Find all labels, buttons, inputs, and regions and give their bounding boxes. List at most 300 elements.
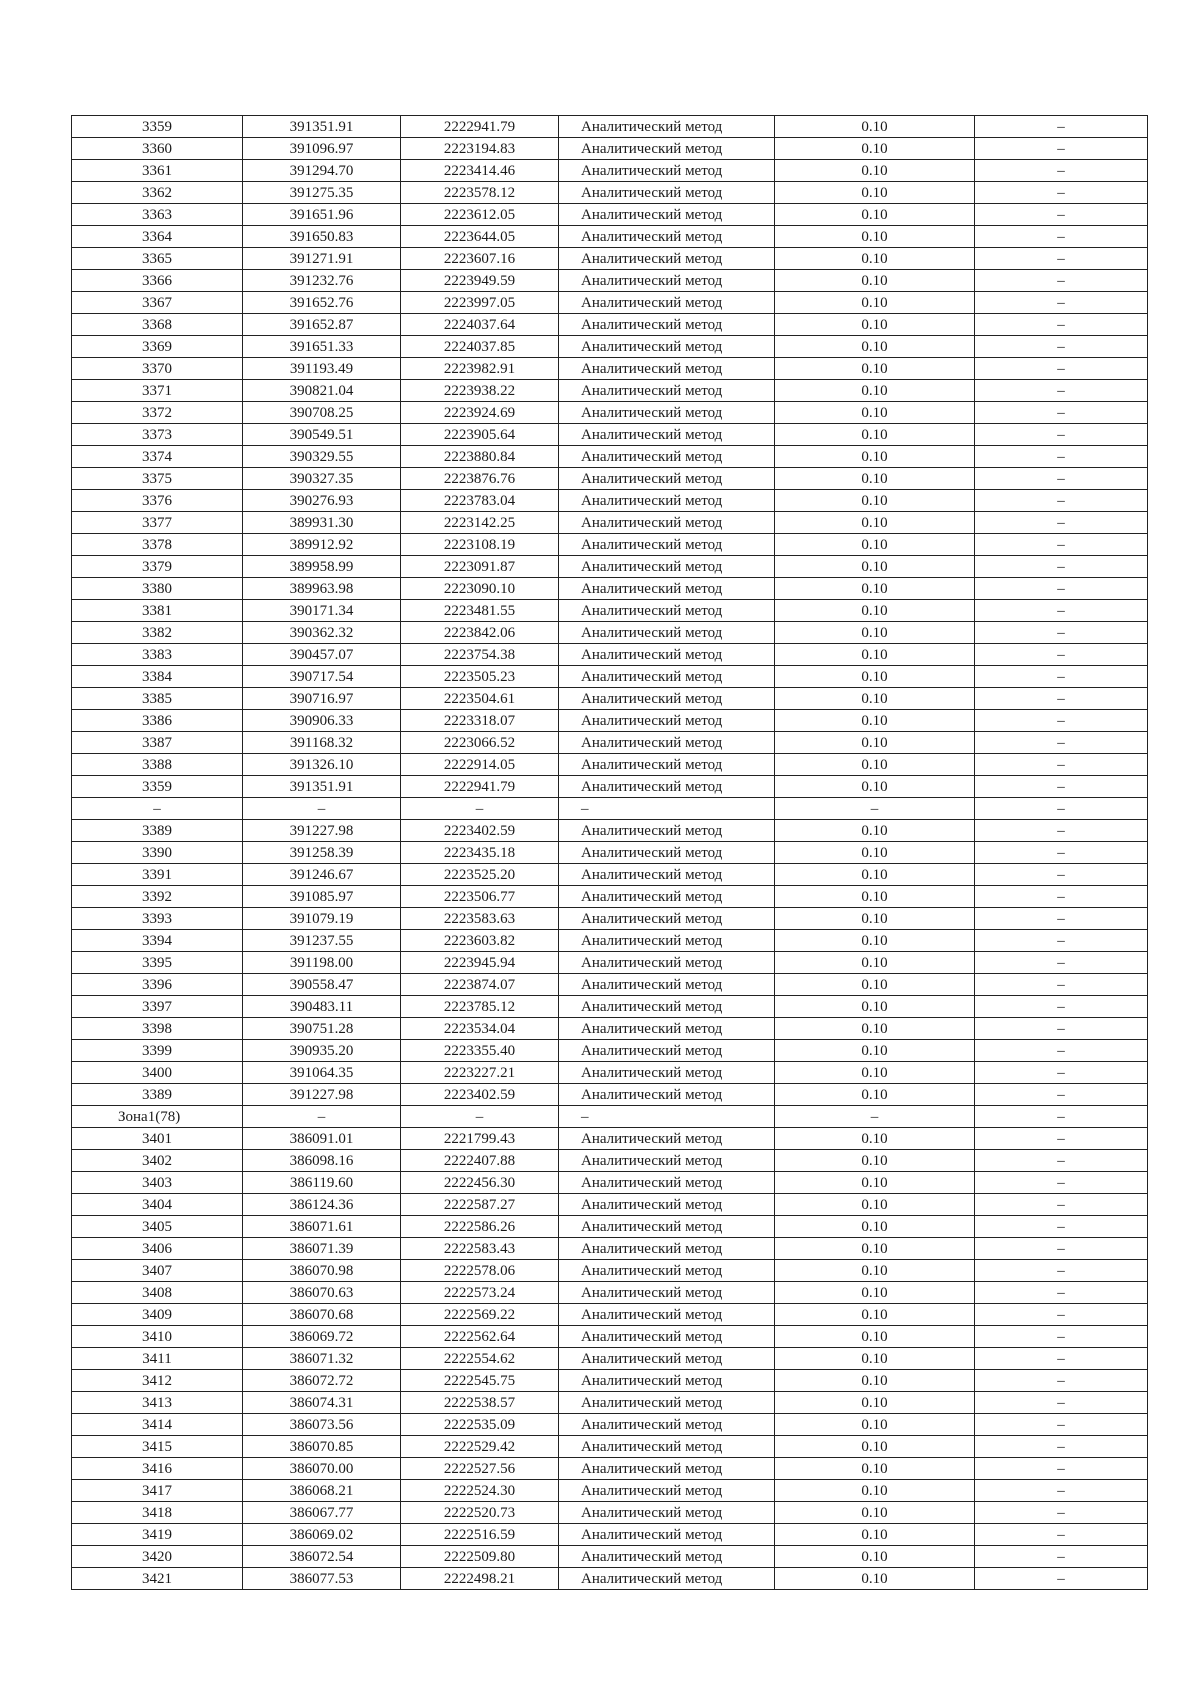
accuracy-cell: 0.10 [775,930,975,952]
x-coordinate-cell: 386070.63 [243,1282,401,1304]
accuracy-cell: 0.10 [775,424,975,446]
accuracy-cell: 0.10 [775,754,975,776]
note-cell: – [975,1458,1148,1480]
y-coordinate-cell: 2222538.57 [401,1392,559,1414]
accuracy-cell: 0.10 [775,138,975,160]
method-cell: Аналитический метод [559,1326,775,1348]
y-coordinate-cell: 2223525.20 [401,864,559,886]
y-coordinate-cell: 2222456.30 [401,1172,559,1194]
y-coordinate-cell: 2222407.88 [401,1150,559,1172]
accuracy-cell: 0.10 [775,908,975,930]
y-coordinate-cell: 2223194.83 [401,138,559,160]
x-coordinate-cell: 390457.07 [243,644,401,666]
accuracy-cell: 0.10 [775,248,975,270]
y-coordinate-cell: 2223227.21 [401,1062,559,1084]
method-cell: Аналитический метод [559,622,775,644]
method-cell: Аналитический метод [559,754,775,776]
method-cell: Аналитический метод [559,534,775,556]
y-coordinate-cell: 2223090.10 [401,578,559,600]
table-row [72,996,1148,1018]
note-cell: – [975,754,1148,776]
x-coordinate-cell: 391652.76 [243,292,401,314]
method-cell: Аналитический метод [559,1018,775,1040]
y-coordinate-cell: 2223876.76 [401,468,559,490]
table-row [72,1040,1148,1062]
x-coordinate-cell: 389963.98 [243,578,401,600]
point-number-cell: 3392 [72,886,243,908]
note-cell: – [975,1370,1148,1392]
y-coordinate-cell: 2223612.05 [401,204,559,226]
point-number-cell: 3395 [72,952,243,974]
point-number-cell: – [72,798,243,820]
y-coordinate-cell: 2223607.16 [401,248,559,270]
method-cell: Аналитический метод [559,490,775,512]
x-coordinate-cell: 390329.55 [243,446,401,468]
y-coordinate-cell: 2223905.64 [401,424,559,446]
y-coordinate-cell: – [401,798,559,820]
table-row [72,930,1148,952]
y-coordinate-cell: 2224037.64 [401,314,559,336]
table-row [72,402,1148,424]
x-coordinate-cell: 391085.97 [243,886,401,908]
y-coordinate-cell: 2223505.23 [401,666,559,688]
table-row [72,336,1148,358]
accuracy-cell: 0.10 [775,1568,975,1590]
x-coordinate-cell: 390558.47 [243,974,401,996]
note-cell: – [975,358,1148,380]
x-coordinate-cell: 390171.34 [243,600,401,622]
table-row [72,644,1148,666]
accuracy-cell: 0.10 [775,974,975,996]
note-cell: – [975,1480,1148,1502]
note-cell: – [975,1304,1148,1326]
note-cell: – [975,798,1148,820]
note-cell: – [975,556,1148,578]
accuracy-cell: 0.10 [775,1304,975,1326]
note-cell: – [975,666,1148,688]
y-coordinate-cell: 2222554.62 [401,1348,559,1370]
x-coordinate-cell: 386073.56 [243,1414,401,1436]
y-coordinate-cell: 2223534.04 [401,1018,559,1040]
table-row [72,1502,1148,1524]
point-number-cell: 3359 [72,776,243,798]
y-coordinate-cell: 2223504.61 [401,688,559,710]
table-row [72,314,1148,336]
x-coordinate-cell: 389912.92 [243,534,401,556]
note-cell: – [975,1084,1148,1106]
x-coordinate-cell: 386091.01 [243,1128,401,1150]
accuracy-cell: 0.10 [775,1392,975,1414]
note-cell: – [975,380,1148,402]
note-cell: – [975,1524,1148,1546]
note-cell: – [975,688,1148,710]
method-cell: Аналитический метод [559,1568,775,1590]
accuracy-cell: 0.10 [775,468,975,490]
note-cell: – [975,424,1148,446]
table-row [72,1304,1148,1326]
x-coordinate-cell: 390717.54 [243,666,401,688]
method-cell: Аналитический метод [559,556,775,578]
x-coordinate-cell: 391351.91 [243,776,401,798]
accuracy-cell: 0.10 [775,556,975,578]
table-row [72,1018,1148,1040]
accuracy-cell: 0.10 [775,710,975,732]
table-row [72,116,1148,138]
accuracy-cell: 0.10 [775,534,975,556]
accuracy-cell: 0.10 [775,1370,975,1392]
point-number-cell: 3389 [72,820,243,842]
y-coordinate-cell: 2222587.27 [401,1194,559,1216]
point-number-cell: 3420 [72,1546,243,1568]
method-cell: Аналитический метод [559,600,775,622]
y-coordinate-cell: 2223785.12 [401,996,559,1018]
accuracy-cell: 0.10 [775,1348,975,1370]
table-row [72,1568,1148,1590]
point-number-cell: 3386 [72,710,243,732]
note-cell: – [975,842,1148,864]
table-row [72,380,1148,402]
note-cell: – [975,820,1148,842]
note-cell: – [975,974,1148,996]
method-cell: Аналитический метод [559,1238,775,1260]
x-coordinate-cell: 386071.32 [243,1348,401,1370]
point-number-cell: 3411 [72,1348,243,1370]
x-coordinate-cell: 391193.49 [243,358,401,380]
note-cell: – [975,1106,1148,1128]
method-cell: Аналитический метод [559,380,775,402]
table-row [72,424,1148,446]
table-row [72,270,1148,292]
method-cell: Аналитический метод [559,468,775,490]
method-cell: Аналитический метод [559,1546,775,1568]
method-cell: Аналитический метод [559,688,775,710]
method-cell: Аналитический метод [559,248,775,270]
table-row [72,1194,1148,1216]
point-number-cell: 3368 [72,314,243,336]
y-coordinate-cell: 2222941.79 [401,116,559,138]
method-cell: Аналитический метод [559,424,775,446]
method-cell: Аналитический метод [559,226,775,248]
note-cell: – [975,490,1148,512]
table-row [72,1172,1148,1194]
accuracy-cell: – [775,798,975,820]
note-cell: – [975,952,1148,974]
method-cell: Аналитический метод [559,336,775,358]
x-coordinate-cell: 391271.91 [243,248,401,270]
y-coordinate-cell: 2223355.40 [401,1040,559,1062]
y-coordinate-cell: 2222578.06 [401,1260,559,1282]
x-coordinate-cell: 386074.31 [243,1392,401,1414]
method-cell: Аналитический метод [559,138,775,160]
x-coordinate-cell: 386070.00 [243,1458,401,1480]
note-cell: – [975,248,1148,270]
x-coordinate-cell: 391237.55 [243,930,401,952]
accuracy-cell: 0.10 [775,490,975,512]
method-cell: Аналитический метод [559,1348,775,1370]
method-cell: Аналитический метод [559,446,775,468]
point-number-cell: 3377 [72,512,243,534]
y-coordinate-cell: 2223603.82 [401,930,559,952]
method-cell: Аналитический метод [559,292,775,314]
y-coordinate-cell: 2222569.22 [401,1304,559,1326]
method-cell: Аналитический метод [559,1458,775,1480]
y-coordinate-cell: 2222545.75 [401,1370,559,1392]
method-cell: Аналитический метод [559,1150,775,1172]
x-coordinate-cell: 386071.39 [243,1238,401,1260]
x-coordinate-cell: 386070.98 [243,1260,401,1282]
point-number-cell: 3380 [72,578,243,600]
note-cell: – [975,1238,1148,1260]
method-cell: Аналитический метод [559,314,775,336]
x-coordinate-cell: 389931.30 [243,512,401,534]
table-row [72,1458,1148,1480]
y-coordinate-cell: 2222941.79 [401,776,559,798]
y-coordinate-cell: 2223644.05 [401,226,559,248]
point-number-cell: 3379 [72,556,243,578]
method-cell: – [559,798,775,820]
note-cell: – [975,226,1148,248]
x-coordinate-cell: 391326.10 [243,754,401,776]
method-cell: Аналитический метод [559,952,775,974]
x-coordinate-cell: 390362.32 [243,622,401,644]
note-cell: – [975,1150,1148,1172]
note-cell: – [975,204,1148,226]
accuracy-cell: 0.10 [775,1194,975,1216]
note-cell: – [975,1436,1148,1458]
note-cell: – [975,446,1148,468]
table-row [72,1436,1148,1458]
x-coordinate-cell: 391351.91 [243,116,401,138]
point-number-cell: 3375 [72,468,243,490]
x-coordinate-cell: 390549.51 [243,424,401,446]
table-row [72,226,1148,248]
y-coordinate-cell: 2224037.85 [401,336,559,358]
table-row [72,578,1148,600]
note-cell: – [975,996,1148,1018]
x-coordinate-cell: 390483.11 [243,996,401,1018]
method-cell: Аналитический метод [559,1436,775,1458]
point-number-cell: 3409 [72,1304,243,1326]
y-coordinate-cell: 2222583.43 [401,1238,559,1260]
note-cell: – [975,336,1148,358]
x-coordinate-cell: 391227.98 [243,820,401,842]
y-coordinate-cell: 2222562.64 [401,1326,559,1348]
method-cell: Аналитический метод [559,1172,775,1194]
x-coordinate-cell: 386067.77 [243,1502,401,1524]
table-row [72,534,1148,556]
y-coordinate-cell: 2222527.56 [401,1458,559,1480]
table-row [72,820,1148,842]
y-coordinate-cell: 2223402.59 [401,1084,559,1106]
accuracy-cell: 0.10 [775,314,975,336]
table-row [72,666,1148,688]
table-body [72,116,1148,1590]
table-row [72,842,1148,864]
table-row [72,1106,1148,1128]
point-number-cell: 3362 [72,182,243,204]
method-cell: Аналитический метод [559,1392,775,1414]
accuracy-cell: 0.10 [775,578,975,600]
y-coordinate-cell: 2223997.05 [401,292,559,314]
y-coordinate-cell: 2223142.25 [401,512,559,534]
accuracy-cell: 0.10 [775,292,975,314]
note-cell: – [975,578,1148,600]
document-page [71,115,1147,1590]
x-coordinate-cell: 386068.21 [243,1480,401,1502]
y-coordinate-cell: 2223842.06 [401,622,559,644]
y-coordinate-cell: 2222524.30 [401,1480,559,1502]
accuracy-cell: 0.10 [775,204,975,226]
y-coordinate-cell: 2223945.94 [401,952,559,974]
table-row [72,1392,1148,1414]
accuracy-cell: 0.10 [775,1128,975,1150]
accuracy-cell: 0.10 [775,776,975,798]
point-number-cell: 3396 [72,974,243,996]
note-cell: – [975,468,1148,490]
point-number-cell: 3367 [72,292,243,314]
y-coordinate-cell: 2221799.43 [401,1128,559,1150]
y-coordinate-cell: 2222586.26 [401,1216,559,1238]
point-number-cell: 3391 [72,864,243,886]
x-coordinate-cell: 386070.68 [243,1304,401,1326]
table-row [72,160,1148,182]
y-coordinate-cell: 2223982.91 [401,358,559,380]
x-coordinate-cell: 390821.04 [243,380,401,402]
point-number-cell: 3394 [72,930,243,952]
method-cell: Аналитический метод [559,974,775,996]
table-row [72,1216,1148,1238]
note-cell: – [975,292,1148,314]
accuracy-cell: 0.10 [775,512,975,534]
method-cell: Аналитический метод [559,204,775,226]
method-cell: Аналитический метод [559,1524,775,1546]
table-row [72,710,1148,732]
table-row [72,1084,1148,1106]
y-coordinate-cell: 2223481.55 [401,600,559,622]
table-row [72,776,1148,798]
point-number-cell: 3385 [72,688,243,710]
y-coordinate-cell: 2223108.19 [401,534,559,556]
accuracy-cell: 0.10 [775,1260,975,1282]
table-row [72,1524,1148,1546]
note-cell: – [975,1282,1148,1304]
note-cell: – [975,710,1148,732]
note-cell: – [975,1260,1148,1282]
point-number-cell: 3418 [72,1502,243,1524]
method-cell: Аналитический метод [559,776,775,798]
y-coordinate-cell: 2222516.59 [401,1524,559,1546]
coordinates-table [71,115,1148,1590]
point-number-cell: 3373 [72,424,243,446]
table-row [72,1370,1148,1392]
x-coordinate-cell: 391275.35 [243,182,401,204]
accuracy-cell: 0.10 [775,336,975,358]
accuracy-cell: 0.10 [775,886,975,908]
point-number-cell: 3401 [72,1128,243,1150]
table-row [72,688,1148,710]
accuracy-cell: 0.10 [775,952,975,974]
accuracy-cell: 0.10 [775,1040,975,1062]
accuracy-cell: 0.10 [775,380,975,402]
x-coordinate-cell: 390751.28 [243,1018,401,1040]
point-number-cell: 3383 [72,644,243,666]
method-cell: Аналитический метод [559,1216,775,1238]
point-number-cell: 3410 [72,1326,243,1348]
point-number-cell: 3360 [72,138,243,160]
method-cell: Аналитический метод [559,644,775,666]
x-coordinate-cell: 386071.61 [243,1216,401,1238]
point-number-cell: 3408 [72,1282,243,1304]
accuracy-cell: 0.10 [775,1480,975,1502]
x-coordinate-cell: 391651.96 [243,204,401,226]
y-coordinate-cell: 2223949.59 [401,270,559,292]
note-cell: – [975,1546,1148,1568]
method-cell: Аналитический метод [559,1370,775,1392]
table-row [72,1348,1148,1370]
accuracy-cell: 0.10 [775,1436,975,1458]
accuracy-cell: – [775,1106,975,1128]
method-cell: Аналитический метод [559,886,775,908]
x-coordinate-cell: 390906.33 [243,710,401,732]
x-coordinate-cell: 386072.72 [243,1370,401,1392]
y-coordinate-cell: 2222498.21 [401,1568,559,1590]
accuracy-cell: 0.10 [775,402,975,424]
table-row [72,556,1148,578]
note-cell: – [975,1348,1148,1370]
table-row [72,798,1148,820]
point-number-cell: 3413 [72,1392,243,1414]
x-coordinate-cell: 391651.33 [243,336,401,358]
x-coordinate-cell: 390935.20 [243,1040,401,1062]
method-cell: Аналитический метод [559,1084,775,1106]
note-cell: – [975,886,1148,908]
x-coordinate-cell: 391096.97 [243,138,401,160]
point-number-cell: 3416 [72,1458,243,1480]
accuracy-cell: 0.10 [775,1084,975,1106]
y-coordinate-cell: 2223506.77 [401,886,559,908]
point-number-cell: 3370 [72,358,243,380]
method-cell: Аналитический метод [559,1502,775,1524]
point-number-cell: 3407 [72,1260,243,1282]
point-number-cell: 3399 [72,1040,243,1062]
table-row [72,1546,1148,1568]
note-cell: – [975,160,1148,182]
x-coordinate-cell: 391294.70 [243,160,401,182]
accuracy-cell: 0.10 [775,600,975,622]
x-coordinate-cell: 390708.25 [243,402,401,424]
x-coordinate-cell: 391079.19 [243,908,401,930]
point-number-cell: 3364 [72,226,243,248]
note-cell: – [975,270,1148,292]
x-coordinate-cell: 391258.39 [243,842,401,864]
note-cell: – [975,1502,1148,1524]
table-row [72,138,1148,160]
point-number-cell: 3406 [72,1238,243,1260]
x-coordinate-cell: 386072.54 [243,1546,401,1568]
table-row [72,974,1148,996]
note-cell: – [975,1568,1148,1590]
x-coordinate-cell: 391227.98 [243,1084,401,1106]
accuracy-cell: 0.10 [775,1546,975,1568]
method-cell: Аналитический метод [559,908,775,930]
x-coordinate-cell: 386124.36 [243,1194,401,1216]
point-number-cell: 3397 [72,996,243,1018]
table-row [72,358,1148,380]
point-number-cell: 3374 [72,446,243,468]
y-coordinate-cell: 2223318.07 [401,710,559,732]
x-coordinate-cell: – [243,798,401,820]
method-cell: Аналитический метод [559,402,775,424]
